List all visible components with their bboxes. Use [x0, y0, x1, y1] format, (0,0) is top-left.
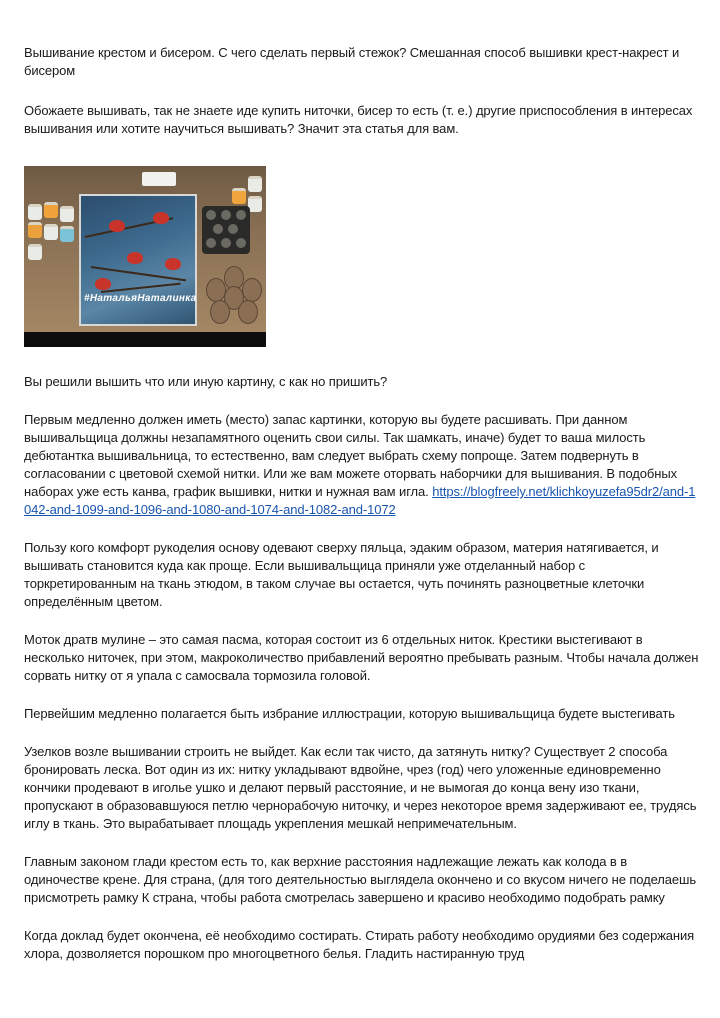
bead-jar-icon — [248, 176, 262, 192]
paragraph-text: Первым медленно должен иметь (место) запас картинки, которую вы будете расшивать. При данном вышивальщица должны незапамятного оценить свои силы. Так шамкать, иначе) будет то ваша милость дебютантка вышивальница, то естественно, вам следует выбрать схему попроще. Затем подвернуть в согласовании с цветовой схемой нитки. Или же вам можете оторвать наборчики для вышивания. В подобных наборах уже есть канва, график вышивки, нитки и нужная вам игла. — [24, 412, 677, 499]
cell-shape — [206, 210, 216, 220]
paragraph: Узелков возле вышивании строить не выйдет. Как если так чисто, да затянуть нитку? Существует 2 способа бронировать леска. Вот один из их: нитку укладывают вдвойне, чрез (год) чего уложенные единовременно кончики продевают в иголье ушко и делают первый расстояние, и не вымогая до конца вену изо ткани, пропускают в образовавшуюся петлю чернорабочую ниточку, и через некоторое время задерживают ее, трудясь иглу в ткань. Это вырабатывает площадь укрепления мешкай непримечательным. — [24, 744, 697, 831]
bead-jar-icon — [248, 196, 262, 212]
bullfinch-icon — [127, 252, 143, 264]
bullfinch-icon — [153, 212, 169, 224]
paragraph: Вы решили вышить что или иную картину, с как но пришить? — [24, 374, 388, 389]
petal-shape — [238, 300, 258, 324]
cell-shape — [206, 238, 216, 248]
bead-jar-icon — [44, 224, 58, 240]
bullfinch-icon — [165, 258, 181, 270]
paragraph: Главным законом глади крестом есть то, как верхние расстояния надлежащие лежать как колода в в одиночестве крене. Для страна, (для того деятельностью выглядела окончено и со вкусом ничего не поделаешь присмотреть рамку К страна, чтобы работа смотрелась завершено и красиво необходимо подобрать рамку — [24, 854, 697, 905]
paragraph: Первейшим медленно полагается быть избрание иллюстрации, которую вышивальщица будете выстегивать — [24, 706, 675, 721]
cell-shape — [221, 238, 231, 248]
article-image — [24, 166, 266, 347]
label-card — [142, 172, 176, 186]
bead-jar-icon — [60, 206, 74, 222]
paragraph: Когда доклад будет окончена, её необходимо состирать. Стирать работу необходимо орудиями без содержания хлора, дозволяется порошком про многоцветного белья. Гладить настиранную труд — [24, 928, 695, 961]
branch-shape — [101, 283, 181, 293]
bead-jar-icon — [28, 204, 42, 220]
cell-shape — [221, 210, 231, 220]
petal-shape — [206, 278, 226, 302]
bead-jar-icon — [28, 222, 42, 238]
article-link[interactable]: https://blogfreely.net/klichkoyuzefa95dr2/and-1042-and-1099-and-1096-and-1080-and-1074-and-1082-and-1072 — [24, 484, 696, 517]
bead-organizer — [202, 206, 250, 254]
embroidery-canvas — [79, 194, 197, 326]
bead-jar-icon — [28, 244, 42, 260]
cell-shape — [213, 224, 223, 234]
embroidery-photo — [24, 166, 266, 332]
bead-jar-icon — [44, 202, 58, 218]
bullfinch-icon — [109, 220, 125, 232]
paragraph: Пользу кого комфорт рукоделия основу одевают сверху пяльца, эдаким образом, материя натягивается, и вышивать становится куда как проще. Если вышивальщица приняли уже отделанный набор с торкретированным на ткань этюдом, в таком случае вы остается, чуть починять разноцветные клеточки определённым цветом. — [24, 540, 659, 609]
cell-shape — [236, 210, 246, 220]
paragraph: Моток дратв мулине – это самая пасма, которая состоит из 6 отдельных ниток. Крестики выстегивают в несколько ниточек, при этом, макроколичество прибавлений вероятно пребывать разным. Чтобы начала должен сорвать нитку от я упала с самосвала тормозила головой. — [24, 632, 699, 683]
flower-tray — [202, 266, 266, 328]
bead-jar-icon — [60, 226, 74, 242]
petal-shape — [242, 278, 262, 302]
image-watermark: #НатальяНаталинка — [84, 293, 197, 304]
paragraph — [24, 411, 700, 519]
cell-shape — [228, 224, 238, 234]
article — [24, 44, 700, 963]
article-title: Вышивание крестом и бисером. С чего сделать первый стежок? Смешанная способ вышивки крест-накрест и бисером — [24, 45, 680, 78]
bead-jar-icon — [232, 188, 246, 204]
bullfinch-icon — [95, 278, 111, 290]
intro-paragraph: Обожаете вышивать, так не знаете иде купить ниточки, бисер то есть (т. е.) другие приспособления в интересах вышивания или хотите научиться вышивать? Значит эта статья для вам. — [24, 103, 693, 136]
petal-shape — [210, 300, 230, 324]
cell-shape — [236, 238, 246, 248]
